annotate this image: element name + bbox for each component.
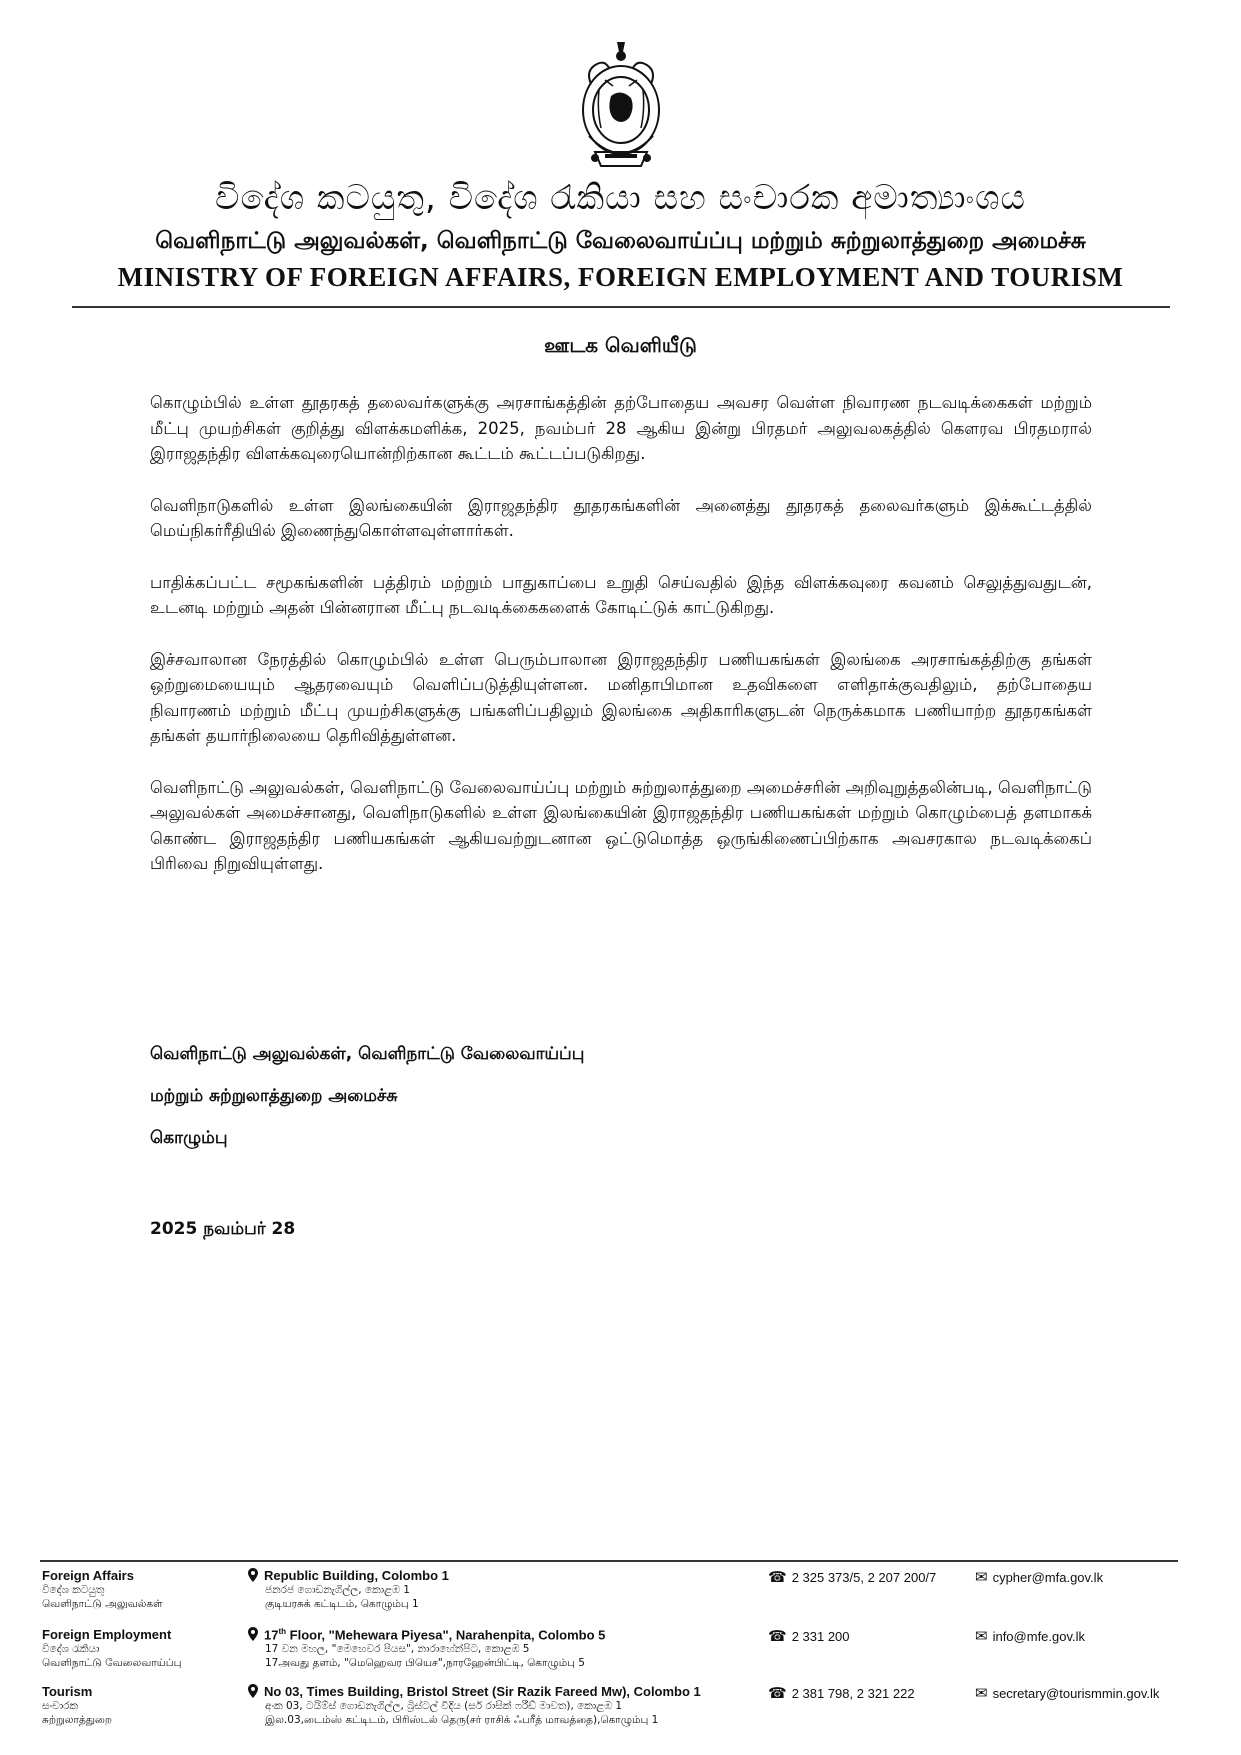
address-tamil: இல.03,டைம்ஸ் கட்டிடம், பிரிஸ்டல் தெரு(சர் ராசிக் ஃபரீத் மாவத்தை),கொழும்பு 1 [265,1714,659,1726]
location-pin-icon [248,1684,258,1698]
release-date: 2025 நவம்பர் 28 [150,1219,296,1239]
sri-lanka-emblem [575,40,667,172]
phone-icon: ☎ [768,1628,787,1645]
email-link[interactable]: cypher@mfa.gov.lk [992,1570,1104,1585]
ministry-name-tamil: வெளிநாட்டு அலுவல்கள், வெளிநாட்டு வேலைவாய்ப்பு மற்றும் சுற்றுலாத்துறை அமைச்சு [155,228,1086,254]
signature-line-1: வெளிநாட்டு அலுவல்கள், வெளிநாட்டு வேலைவாய்ப்பு [150,1044,585,1064]
address-floor-number: 17 [264,1627,279,1643]
footer-divider [40,1560,1178,1562]
paragraph-3: பாதிக்கப்பட்ட சமூகங்களின் பத்திரம் மற்றும் பாதுகாப்பை உறுதி செய்வதில் இந்த விளக்கவுரை கவனம் செலுத்துவதுடன், உடனடி மற்றும் அதன் பின்னரான மீட்பு நடவடிக்கைகளைக் கோடிட்டுக் காட்டுகிறது. [150,572,1092,617]
address-tamil: 17அவது தளம், "மெஹெவர பியெச",நாரஹேன்பிட்டி, கொழும்பு 5 [265,1657,585,1670]
signature-line-3: கொழும்பு [150,1128,228,1148]
department-name: Foreign Employment [42,1627,172,1642]
department [42,1684,242,1727]
mail-icon: ✉ [975,1628,988,1645]
address-sinhala: 17 වන මහල, "මෙහෙවර පියස", නාරාහේන්පිට, කොළඹ 5 [265,1643,530,1656]
phone-block [768,1568,936,1586]
address-block [248,1627,788,1670]
address-block [248,1684,788,1727]
address: Republic Building, Colombo 1 [264,1568,449,1583]
address-block [248,1568,788,1611]
location-pin-icon [248,1568,258,1582]
email-block [975,1684,1159,1702]
signature-block [150,1044,584,1170]
press-release-body [150,390,1092,903]
address-sinhala: අංක 03, ටයිම්ස් ගොඩනැගිල්ල, බ්‍රිස්ටල් වීදිය (සර් රාසික් ෆරීඩ් මාවත), කොළඹ 1 [265,1700,623,1712]
location-pin-icon [248,1627,258,1641]
footer-row-tourism [40,1684,1200,1744]
email-block [975,1627,1085,1645]
address-sinhala: ජනරජ ගොඩනැගිල්ල, කොළඹ 1 [265,1584,410,1596]
paragraph-4: இச்சவாலான நேரத்தில் கொழும்பில் உள்ள பெரும்பாலான இராஜதந்திர பணியகங்கள் இலங்கை அரசாங்கத்திற்கு தங்கள் ஒற்றுமையையும் ஆதரவையும் வெளிப்படுத்தியுள்ளன. மனிதாபிமான உதவிகளை எளிதாக்குவதிலும், தற்போதைய நிவாரணம் மற்றும் மீட்பு முயற்சிகளுக்கு பங்களிப்பதிலும் இலங்கை அதிகாரிகளுடன் நெருக்கமாக பணியாற்ற தூதரகங்கள் தங்கள் தயார்நிலையை தெரிவித்துள்ளன. [150,649,1092,745]
paragraph-1: கொழும்பில் உள்ள தூதரகத் தலைவர்களுக்கு அரசாங்கத்தின் தற்போதைய அவசர வெள்ள நிவாரண நடவடிக்கைகள் மற்றும் மீட்பு முயற்சிகள் குறித்து விளக்கமளிக்க, 2025, நவம்பர் 28 ஆகிய இன்று பிரதமர் அலுவலகத்தில் கௌரவ பிரதமரால் இராஜதந்திர விளக்கவுரையொன்றிற்கான கூட்டம் கூட்டப்படுகிறது. [150,393,1092,463]
signature-line-2: மற்றும் சுற்றுலாத்துறை அமைச்சு [150,1086,398,1106]
department-name-tamil: வெளிநாட்டு அலுவல்கள் [42,1598,163,1610]
phone-number: 2 325 373/5, 2 207 200/7 [791,1570,937,1585]
address-tamil: குடியரசுக் கட்டிடம், கொழும்பு 1 [265,1598,419,1610]
paragraph-5: வெளிநாட்டு அலுவல்கள், வெளிநாட்டு வேலைவாய்ப்பு மற்றும் சுற்றுலாத்துறை அமைச்சரின் அறிவுறுத்தலின்படி, வெளிநாட்டு அலுவல்கள் அமைச்சானது, வெளிநாடுகளில் உள்ள இலங்கையின் இராஜதந்திர பணியகங்கள் மற்றும் கொழும்பைத் தளமாகக் கொண்ட இராஜதந்திர பணியகங்கள் ஆகியவற்றுடனான ஒட்டுமொத்த ஒருங்கிணைப்பிற்காக அவசரகால நடவடிக்கைப் பிரிவை நிறுவியுள்ளது. [150,777,1092,873]
paragraph-2: வெளிநாடுகளில் உள்ள இலங்கையின் இராஜதந்திர தூதரகங்களின் அனைத்து தூதரகத் தலைவர்களும் இக்கூட்டத்தில் மெய்நிகர்ரீதியில் இணைந்துகொள்ளவுள்ளார்கள். [150,495,1092,540]
mail-icon: ✉ [975,1569,988,1586]
ministry-name-english: MINISTRY OF FOREIGN AFFAIRS, FOREIGN EMPLOYMENT AND TOURISM [117,262,1124,292]
email-block [975,1568,1103,1586]
address-floor-suffix: th [278,1627,287,1636]
department [42,1627,242,1670]
email-link[interactable]: secretary@tourismmin.gov.lk [992,1686,1160,1701]
address: No 03, Times Building, Bristol Street (Sir Razik Fareed Mw), Colombo 1 [264,1684,701,1699]
phone-icon: ☎ [768,1569,787,1586]
phone-block [768,1684,915,1702]
phone-number: 2 381 798, 2 321 222 [791,1686,915,1701]
department [42,1568,242,1611]
footer-row-foreign-affairs [40,1568,1200,1628]
ministry-name-sinhala: විදේශ කටයුතු, විදේශ රැකියා සහ සංචාරක අමාත්‍යාංශය [215,178,1026,218]
phone-block [768,1627,850,1645]
phone-icon: ☎ [768,1685,787,1702]
footer-row-foreign-employment [40,1627,1200,1687]
phone-number: 2 331 200 [791,1629,850,1644]
department-name-sinhala: විදේශ රැකියා [42,1643,100,1655]
department-name: Tourism [42,1684,93,1699]
department-name-tamil: சுற்றுலாத்துறை [42,1714,113,1726]
mail-icon: ✉ [975,1685,988,1702]
address: Floor, "Mehewara Piyesa", Narahenpita, Colombo 5 [286,1627,606,1643]
department-name-sinhala: සංචාරක [42,1700,79,1712]
department-name: Foreign Affairs [42,1568,134,1583]
header-divider [72,306,1170,308]
email-link[interactable]: info@mfe.gov.lk [992,1629,1086,1644]
page-title: ஊடக வெளியீடு [544,333,697,357]
department-name-sinhala: විදේශ කටයුතු [42,1584,105,1596]
department-name-tamil: வெளிநாட்டு வேலைவாய்ப்பு [42,1657,182,1669]
